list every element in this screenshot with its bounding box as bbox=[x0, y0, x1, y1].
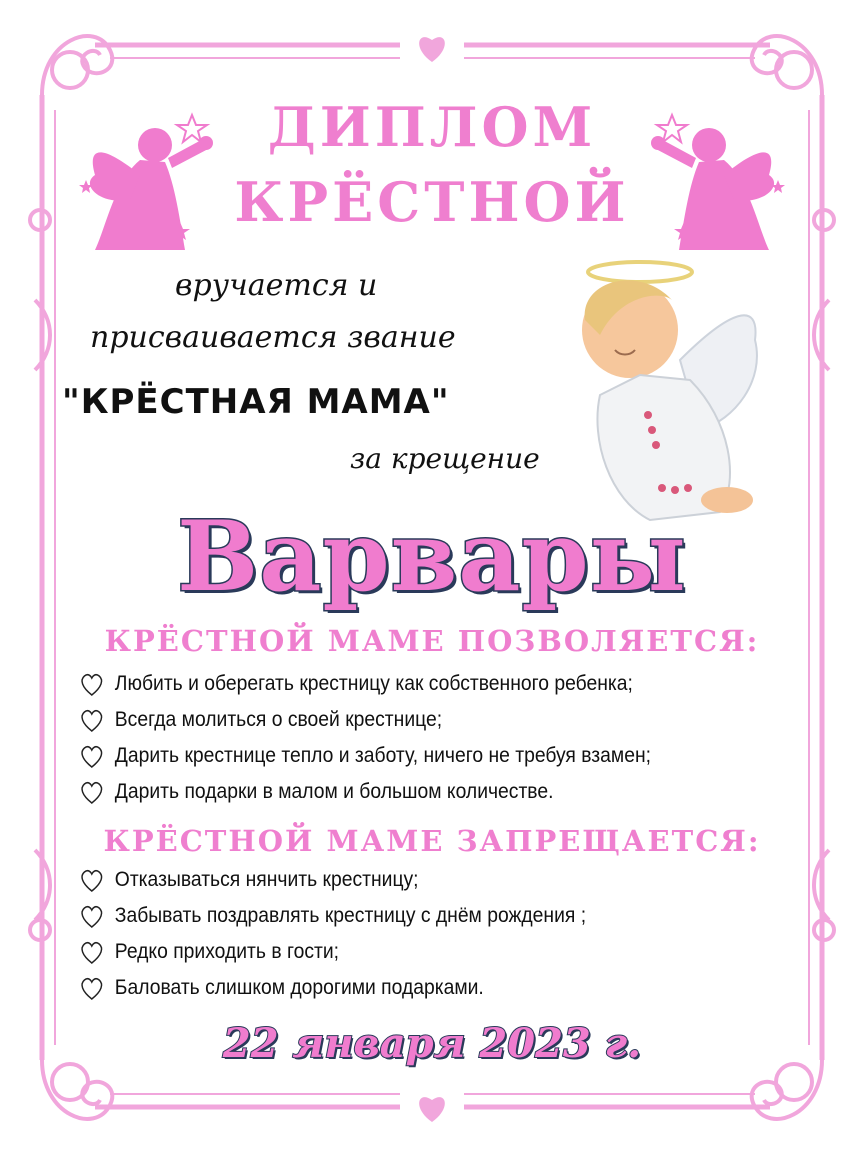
list-item-text: Дарить крестнице тепло и заботу, ничего не требуя взамен; bbox=[114, 744, 651, 767]
heart-icon bbox=[78, 669, 106, 699]
heart-icon bbox=[78, 705, 106, 735]
list-item-text: Отказываться нянчить крестницу; bbox=[114, 868, 419, 891]
list-item bbox=[78, 666, 740, 702]
baptism-line: за крещение bbox=[350, 442, 540, 475]
list-item bbox=[78, 702, 740, 738]
heart-icon bbox=[78, 777, 106, 807]
list-item-text: Всегда молиться о своей крестнице; bbox=[114, 708, 443, 731]
diploma-date: 22 января 2023 г. bbox=[222, 1020, 642, 1067]
heart-icon bbox=[78, 937, 106, 967]
allowed-list bbox=[78, 666, 798, 810]
list-item bbox=[78, 898, 740, 934]
heart-icon bbox=[78, 901, 106, 931]
intro-line1: вручается и bbox=[175, 268, 378, 303]
heart-icon bbox=[78, 741, 106, 771]
list-item-text: Баловать слишком дорогими подарками. bbox=[114, 976, 484, 999]
list-item bbox=[78, 862, 740, 898]
heart-icon bbox=[78, 973, 106, 1003]
forbidden-list bbox=[78, 862, 798, 1006]
intro-line2: присваивается звание bbox=[90, 320, 456, 355]
list-item-text: Забывать поздравлять крестницу с днём рождения ; bbox=[114, 904, 587, 927]
diploma-title-line2: КРЁСТНОЙ bbox=[234, 170, 630, 234]
forbidden-heading: КРЁСТНОЙ МАМЕ ЗАПРЕЩАЕТСЯ: bbox=[103, 824, 761, 858]
rank-title: "КРЁСТНАЯ МАМА" bbox=[62, 382, 450, 422]
list-item-text: Любить и оберегать крестницу как собственного ребенка; bbox=[114, 672, 633, 695]
baby-angel-illustration bbox=[582, 262, 757, 520]
list-item bbox=[78, 934, 740, 970]
child-name: Варвары bbox=[177, 500, 687, 613]
diploma-title-line1: ДИПЛОМ bbox=[267, 95, 597, 159]
list-item-text: Дарить подарки в малом и большом количестве. bbox=[114, 780, 554, 803]
heart-icon bbox=[78, 865, 106, 895]
list-item bbox=[78, 774, 740, 810]
list-item bbox=[78, 738, 740, 774]
list-item bbox=[78, 970, 740, 1006]
list-item-text: Редко приходить в гости; bbox=[114, 940, 339, 963]
allowed-heading: КРЁСТНОЙ МАМЕ ПОЗВОЛЯЕТСЯ: bbox=[104, 624, 760, 658]
